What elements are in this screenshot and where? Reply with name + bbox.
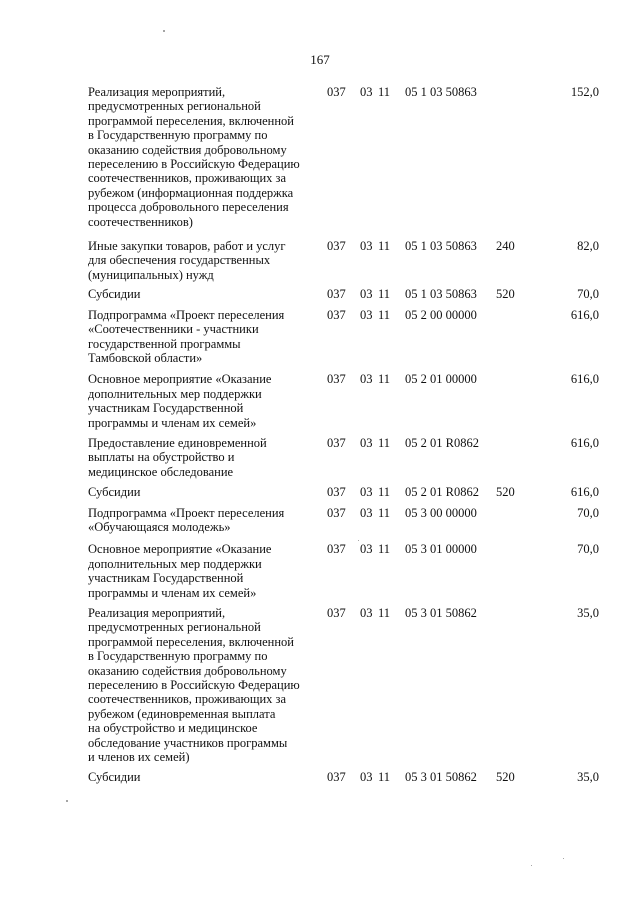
page-number: 167 [310, 52, 330, 67]
row-ved-code: 037 [327, 372, 346, 387]
row-target-code: 05 3 01 00000 [405, 542, 477, 557]
row-description: Реализация мероприятий, предусмотренных региональной программой переселения, включенной в Государственную программу по оказанию содействия добровольному переселению в Российскую Федерацию соотечественников, проживающих за рубежом (информационная поддержка процесса добровольного переселения соотечественников) [88, 85, 300, 229]
row-subsection-code: 11 [378, 372, 391, 387]
row-target-code: 05 2 01 00000 [405, 372, 477, 387]
row-ved-code: 037 [327, 505, 346, 520]
row-expense-type-code: 520 [496, 287, 515, 302]
row-section-code: 03 [360, 372, 373, 387]
row-subsection-code: 11 [378, 307, 391, 322]
row-ved-code: 037 [327, 307, 346, 322]
row-ved-code: 037 [327, 239, 346, 254]
scan-speck [66, 800, 68, 802]
row-expense-type-code: 240 [496, 239, 515, 254]
row-subsection-code: 11 [378, 239, 391, 254]
row-subsection-code: 11 [378, 542, 391, 557]
row-subsection-code: 11 [378, 85, 391, 99]
scan-speck [163, 30, 165, 32]
row-amount: 70,0 [577, 542, 599, 557]
scan-speck [563, 858, 564, 859]
row-amount: 82,0 [577, 239, 599, 254]
row-section-code: 03 [360, 85, 373, 99]
row-ved-code: 037 [327, 435, 346, 450]
row-section-code: 03 [360, 287, 373, 302]
table-row [0, 239, 640, 282]
row-target-code: 05 2 01 R0862 [405, 485, 479, 500]
row-amount: 616,0 [570, 485, 599, 500]
table-row [0, 542, 640, 600]
row-section-code: 03 [360, 239, 373, 254]
row-expense-type-code: 520 [496, 770, 515, 785]
table-row [0, 436, 640, 479]
row-description: Субсидии [88, 485, 141, 500]
row-target-code: 05 3 00 00000 [405, 505, 477, 520]
table-row [0, 606, 640, 764]
row-section-code: 03 [360, 485, 373, 500]
table-row [0, 506, 640, 535]
row-section-code: 03 [360, 606, 373, 620]
row-section-code: 03 [360, 542, 373, 557]
table-row [0, 287, 640, 301]
table-row [0, 372, 640, 430]
row-target-code: 05 2 00 00000 [405, 307, 477, 322]
row-subsection-code: 11 [378, 485, 391, 500]
table-row [0, 770, 640, 784]
row-description: Субсидии [88, 287, 141, 302]
row-ved-code: 037 [327, 485, 346, 500]
row-section-code: 03 [360, 505, 373, 520]
row-amount: 616,0 [570, 307, 599, 322]
row-description: Предоставление единовременной выплаты на обустройство и медицинское обследование [88, 435, 267, 479]
scan-speck [358, 540, 359, 541]
row-amount: 70,0 [577, 287, 599, 302]
row-amount: 616,0 [570, 435, 599, 450]
row-amount: 35,0 [577, 606, 599, 620]
row-amount: 35,0 [577, 770, 599, 785]
row-amount: 616,0 [570, 372, 599, 387]
table-row [0, 308, 640, 366]
row-target-code: 05 3 01 50862 [405, 606, 477, 620]
row-target-code: 05 2 01 R0862 [405, 435, 479, 450]
row-description: Подпрограмма «Проект переселения «Соотечественники - участники государственной программы Тамбовской области» [88, 307, 285, 365]
budget-table [0, 85, 640, 785]
row-ved-code: 037 [327, 542, 346, 557]
table-row [0, 85, 640, 229]
row-subsection-code: 11 [378, 505, 391, 520]
row-ved-code: 037 [327, 287, 346, 302]
row-section-code: 03 [360, 435, 373, 450]
row-target-code: 05 3 01 50862 [405, 770, 477, 785]
row-target-code: 05 1 03 50863 [405, 239, 477, 254]
row-subsection-code: 11 [378, 770, 391, 785]
row-amount: 152,0 [570, 85, 599, 99]
row-description: Субсидии [88, 770, 141, 785]
row-description: Основное мероприятие «Оказание дополнительных мер поддержки участникам Государственной программы и членам их семей» [88, 542, 272, 600]
row-ved-code: 037 [327, 770, 346, 785]
row-subsection-code: 11 [378, 287, 391, 302]
row-description: Реализация мероприятий, предусмотренных региональной программой переселения, включенной в Государственную программу по оказанию содействия добровольному переселению в Российскую Федерацию соотечественников, проживающих за рубежом (единовременная выплата на обустройство и медицинское обследование участников программы и членов их семей) [88, 606, 300, 765]
table-row [0, 485, 640, 499]
row-description: Подпрограмма «Проект переселения «Обучающаяся молодежь» [88, 505, 285, 534]
row-ved-code: 037 [327, 85, 346, 99]
row-description: Основное мероприятие «Оказание дополнительных мер поддержки участникам Государственной программы и членам их семей» [88, 372, 272, 430]
row-section-code: 03 [360, 770, 373, 785]
row-subsection-code: 11 [378, 606, 391, 620]
row-amount: 70,0 [577, 505, 599, 520]
scan-speck [531, 865, 532, 866]
row-target-code: 05 1 03 50863 [405, 85, 477, 99]
row-section-code: 03 [360, 307, 373, 322]
row-description: Иные закупки товаров, работ и услуг для обеспечения государственных (муниципальных) нужд [88, 239, 286, 282]
row-expense-type-code: 520 [496, 485, 515, 500]
row-subsection-code: 11 [378, 435, 391, 450]
row-ved-code: 037 [327, 606, 346, 620]
row-target-code: 05 1 03 50863 [405, 287, 477, 302]
